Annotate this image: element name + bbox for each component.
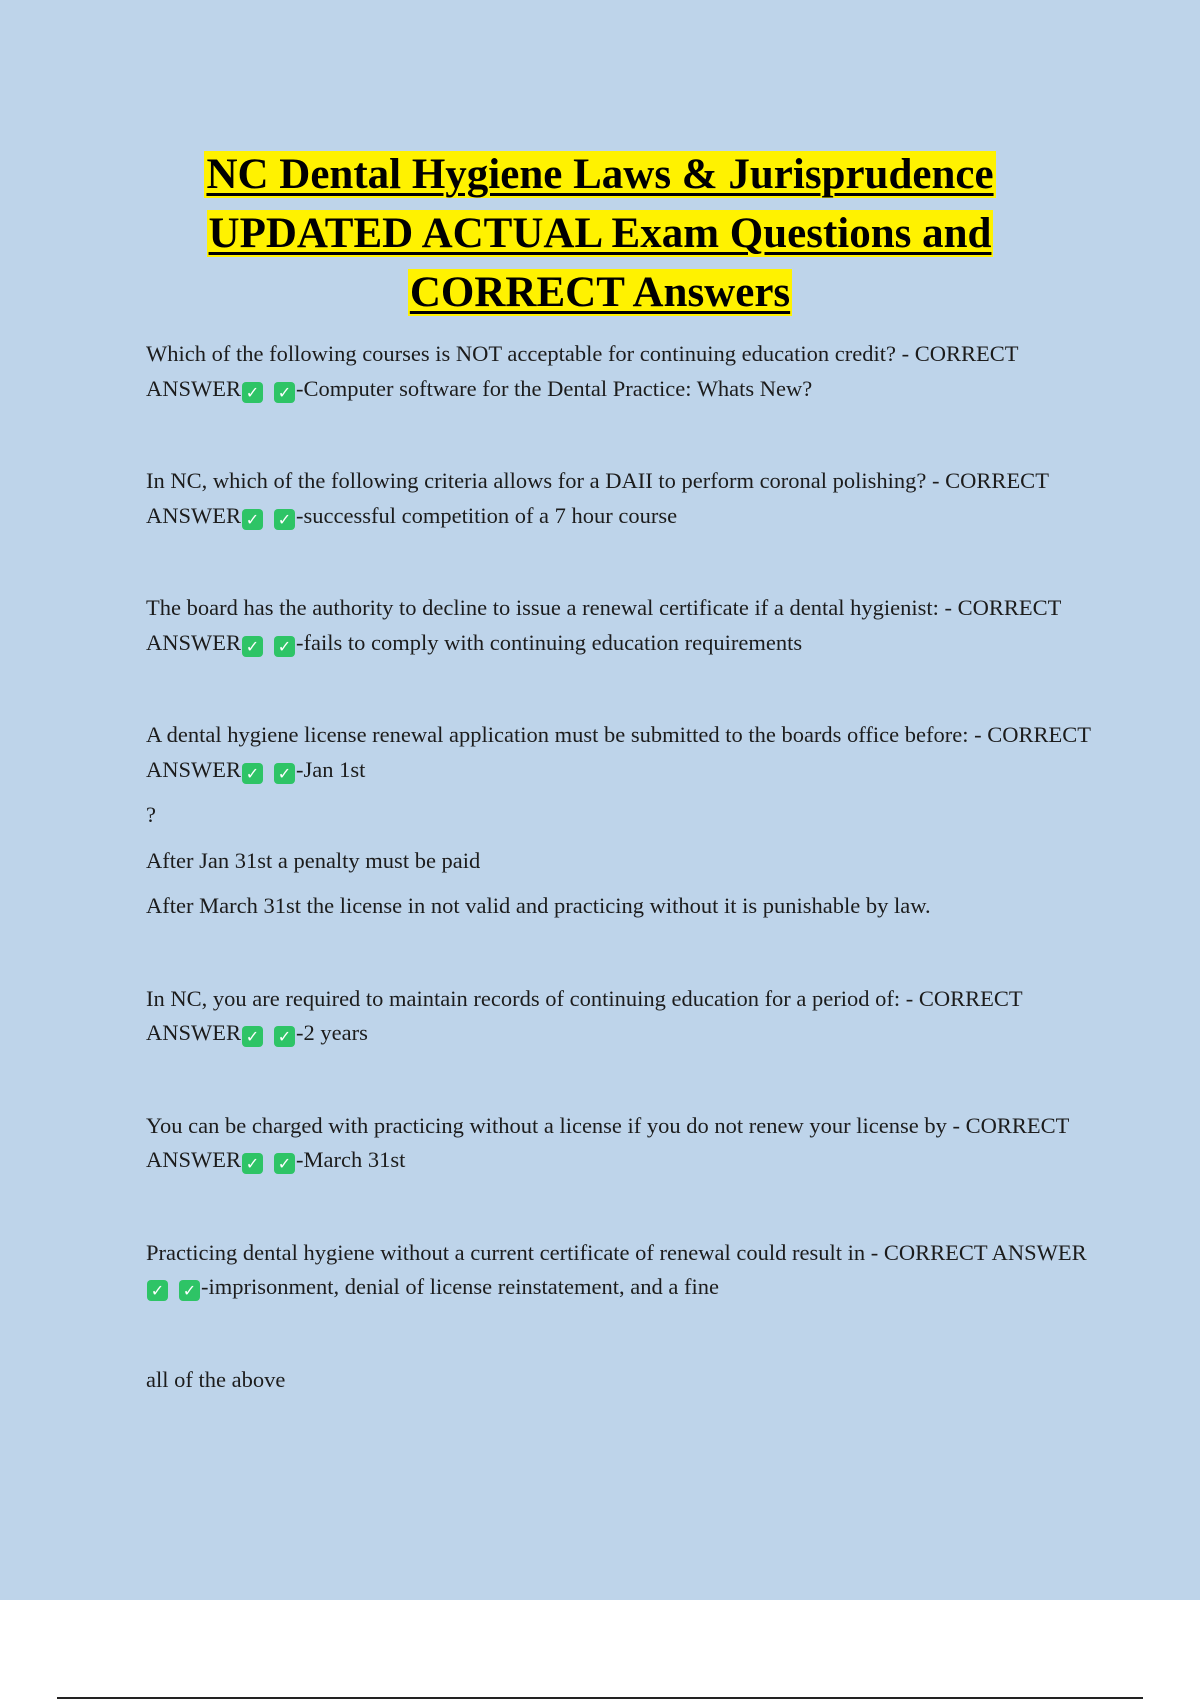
answer-text: -Computer software for the Dental Practice: Whats New?: [296, 375, 813, 401]
answer-text: -fails to comply with continuing education requirements: [296, 629, 803, 655]
correct-answer-label: CORRECT ANSWER: [146, 468, 1049, 528]
correct-answer-label: CORRECT ANSWER: [146, 1112, 1069, 1172]
answer-text: -March 31st: [296, 1147, 406, 1172]
correct-answer-label: CORRECT ANSWER: [883, 1239, 1087, 1265]
check-mark-icon: ✓: [274, 509, 295, 530]
check-mark-icon: ✓: [242, 509, 263, 530]
note-text: After March 31st the license in not valid and practicing without it is punishable by law.: [146, 893, 931, 918]
note-text: After Jan 31st a penalty must be paid: [146, 847, 481, 873]
check-mark-icon: ✓: [147, 1280, 168, 1301]
correct-answer-label: CORRECT ANSWER: [146, 595, 1061, 655]
document-title: [0, 145, 1200, 322]
check-mark-icon: ✓: [179, 1280, 200, 1301]
qa-item: [146, 718, 1096, 787]
qa-item: [146, 464, 1096, 533]
check-mark-icon: ✓: [242, 382, 263, 403]
answer-text: -imprisonment, denial of license reinstatement, and a fine: [201, 1274, 719, 1299]
question-text: In NC, which of the following criteria allows for a DAII to perform coronal polishing? -: [146, 468, 946, 493]
title-line: NC Dental Hygiene Laws & Jurisprudence: [206, 151, 994, 198]
check-mark-icon: ✓: [274, 1153, 295, 1174]
correct-answer-label: CORRECT ANSWER: [146, 985, 1023, 1045]
check-mark-icon: ✓: [274, 763, 295, 784]
check-mark-icon: ✓: [274, 382, 295, 403]
check-mark-icon: ✓: [274, 636, 295, 657]
title-line: CORRECT Answers: [409, 269, 791, 316]
trailing-note: all of the above: [146, 1366, 286, 1392]
check-mark-icon: ✓: [242, 763, 263, 784]
question-text: In NC, you are required to maintain records of continuing education for a period of: -: [146, 985, 919, 1011]
answer-text: -2 years: [296, 1020, 368, 1045]
answer-text: -successful competition of a 7 hour course: [296, 502, 678, 528]
qa-item: [146, 337, 1096, 406]
question-text: Practicing dental hygiene without a current certificate of renewal could result in -: [146, 1239, 884, 1265]
answer-text: -Jan 1st: [296, 756, 366, 782]
correct-answer-label: CORRECT ANSWER: [146, 341, 1019, 401]
check-mark-icon: ✓: [242, 636, 263, 657]
qa-list: [146, 337, 1096, 1397]
title-line: UPDATED ACTUAL Exam Questions and: [208, 210, 992, 257]
qa-item: [146, 1236, 1096, 1305]
check-mark-icon: ✓: [274, 1026, 295, 1047]
question-text: You can be charged with practicing without a license if you do not renew your license by -: [146, 1112, 966, 1138]
question-text: A dental hygiene license renewal application must be submitted to the boards office before: -: [146, 722, 988, 747]
correct-answer-label: CORRECT ANSWER: [146, 722, 1091, 782]
note-text: ?: [146, 802, 156, 827]
check-mark-icon: ✓: [242, 1153, 263, 1174]
question-text: The board has the authority to decline to issue a renewal certificate if a dental hygienist: -: [146, 595, 958, 620]
qa-item: [146, 1109, 1096, 1178]
question-text: Which of the following courses is NOT acceptable for continuing education credit? -: [146, 341, 915, 366]
check-mark-icon: ✓: [242, 1026, 263, 1047]
footer-divider: [57, 1697, 1143, 1699]
qa-item: [146, 591, 1096, 660]
qa-item: [146, 982, 1096, 1051]
